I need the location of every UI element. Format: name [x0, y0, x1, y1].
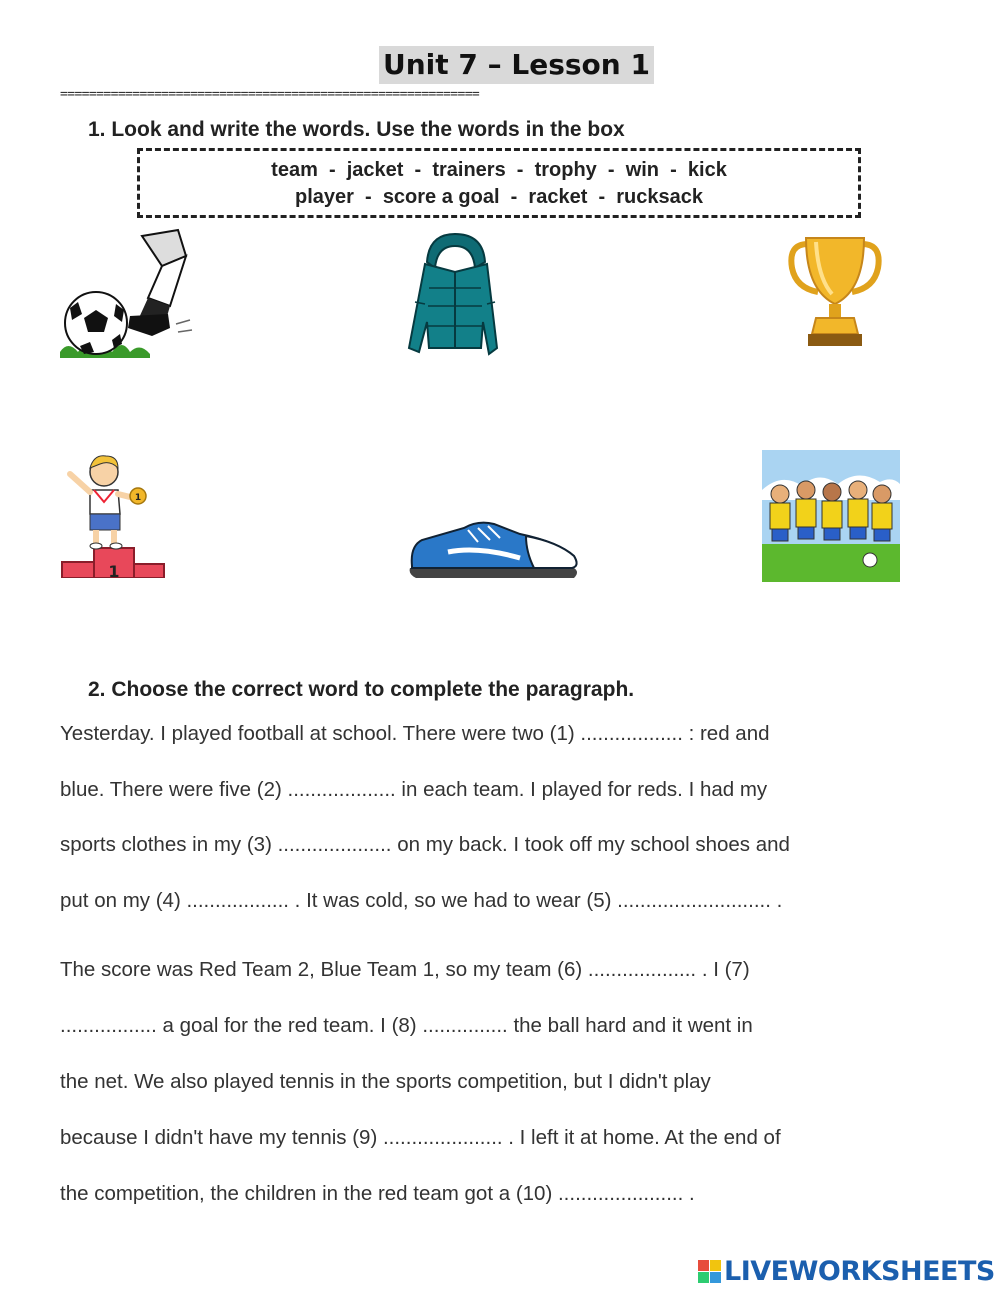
liveworksheets-logo — [698, 1254, 995, 1288]
logo-square — [698, 1272, 709, 1283]
section-2-heading: 2. Choose the correct word to complete the paragraph. — [88, 678, 635, 701]
logo-text: LIVEWORKSHEETS — [724, 1255, 995, 1287]
section-1-heading: 1. Look and write the words. Use the words in the box — [88, 118, 625, 141]
word-box-line-1: team - jacket - trainers - trophy - win - kick — [271, 159, 727, 181]
paragraph-line-8: because I didn't have my tennis (9) ..................... . I left it at home. At the end of — [60, 1126, 781, 1149]
trainers-icon — [408, 516, 582, 582]
word-box-line-2: player - score a goal - racket - rucksack — [295, 186, 703, 208]
paragraph-line-1: Yesterday. I played football at school. There were two (1) .................. : red and — [60, 722, 770, 745]
svg-text:1: 1 — [134, 493, 142, 503]
title-divider: ========================================================== — [60, 87, 480, 102]
page-title: Unit 7 – Lesson 1 — [379, 46, 654, 84]
word-box — [137, 148, 861, 218]
paragraph-line-2: blue. There were five (2) ................... in each team. I played for reds. I had my — [60, 778, 768, 801]
paragraph-line-4: put on my (4) .................. . It was cold, so we had to wear (5) ........................... . — [60, 889, 783, 912]
paragraph-line-7: the net. We also played tennis in the sports competition, but I didn't play — [60, 1070, 711, 1093]
paragraph-line-3: sports clothes in my (3) .................... on my back. I took off my school shoes and — [60, 833, 790, 856]
logo-square — [698, 1260, 709, 1271]
logo-square — [710, 1272, 721, 1283]
trophy-icon — [786, 234, 884, 352]
team-photo-icon — [762, 450, 900, 582]
paragraph-line-6: ................. a goal for the red team. I (8) ............... the ball hard and it went in — [60, 1014, 753, 1037]
logo-square — [710, 1260, 721, 1271]
paragraph-line-5: The score was Red Team 2, Blue Team 1, so my team (6) ................... . I (7) — [60, 958, 750, 981]
kicking-ball-icon — [58, 228, 194, 360]
logo-grid-icon — [698, 1260, 721, 1283]
winner-podium-icon — [60, 452, 166, 578]
jacket-icon — [405, 232, 505, 358]
svg-text:1: 1 — [108, 562, 120, 578]
paragraph-line-9: the competition, the children in the red team got a (10) ...................... . — [60, 1182, 695, 1205]
